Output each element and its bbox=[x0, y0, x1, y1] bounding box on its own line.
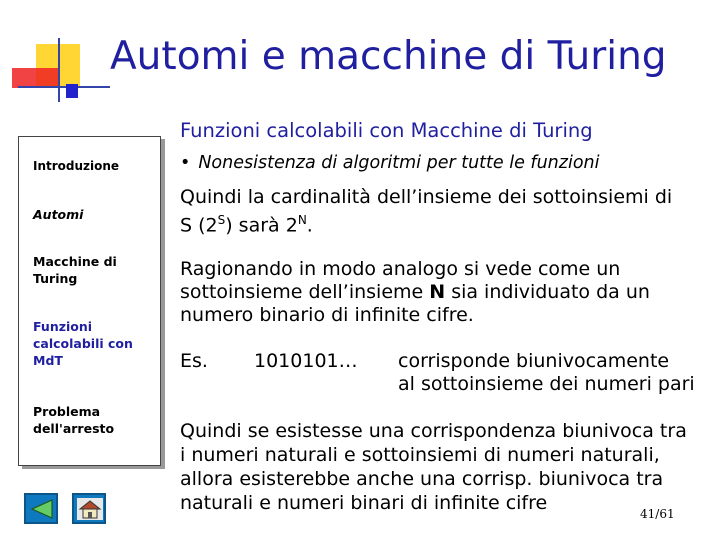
paragraph-conclusion bbox=[180, 419, 687, 515]
back-arrow-icon bbox=[30, 498, 54, 524]
logo-horizontal-line bbox=[18, 86, 110, 88]
logo-red-bar bbox=[12, 68, 58, 88]
logo-blue-square bbox=[66, 84, 78, 98]
para3-line2: i numeri naturali e sottoinsiemi di numeri naturali, bbox=[180, 444, 660, 466]
example-line2: al sottoinsieme dei numeri pari bbox=[398, 373, 695, 395]
back-button[interactable] bbox=[24, 493, 58, 524]
bullet-marker: • bbox=[180, 153, 191, 173]
para1-line1: Quindi la cardinalità dell’insieme dei sottoinsiemi di bbox=[180, 186, 673, 208]
para2-line3: numero binario di infinite cifre. bbox=[180, 304, 474, 326]
sidebar-item-problema-arresto[interactable]: Problema dell'arresto bbox=[33, 404, 115, 436]
bullet-text: Nonesistenza di algoritmi per tutte le funzioni bbox=[198, 153, 600, 173]
logo-vertical-line bbox=[58, 38, 60, 102]
para3-line1: Quindi se esistesse una corrispondenza biunivoca tra bbox=[180, 420, 687, 442]
example-description bbox=[398, 350, 695, 396]
paragraph-analogy bbox=[180, 258, 650, 327]
home-icon bbox=[77, 498, 103, 524]
para3-line3: allora esisterebbe anche una corrisp. biunivoca tra bbox=[180, 468, 664, 490]
home-button[interactable] bbox=[72, 493, 106, 524]
example-value: 1010101… bbox=[254, 350, 358, 372]
paragraph-cardinality bbox=[180, 186, 672, 237]
para1-line2: S $(2^S)$ sarà $2^N$. bbox=[180, 213, 313, 237]
sidebar-item-introduzione[interactable]: Introduzione bbox=[33, 159, 120, 173]
slide-title: Automi e macchine di Turing bbox=[110, 34, 667, 79]
sidebar-item-automi[interactable]: Automi bbox=[33, 207, 84, 222]
para2-line1: Ragionando in modo analogo si vede come un bbox=[180, 258, 621, 280]
para2-line2: sottoinsieme dell’insieme N sia individuato da un bbox=[180, 281, 650, 303]
sidebar-item-funzioni-calcolabili[interactable]: Funzioni calcolabili con MdT bbox=[33, 319, 133, 368]
sidebar-item-macchine-di-turing[interactable]: Macchine di Turing bbox=[33, 254, 117, 286]
page-number: 41/61 bbox=[640, 507, 675, 521]
para3-line4: naturali e numeri binari di infinite cifre bbox=[180, 492, 548, 514]
example-line1: corrisponde biunivocamente bbox=[398, 350, 670, 372]
bullet-item bbox=[180, 153, 599, 173]
example-label: Es. bbox=[180, 350, 208, 372]
slide-subtitle: Funzioni calcolabili con Macchine di Turing bbox=[180, 119, 593, 142]
sidebar bbox=[18, 136, 161, 466]
